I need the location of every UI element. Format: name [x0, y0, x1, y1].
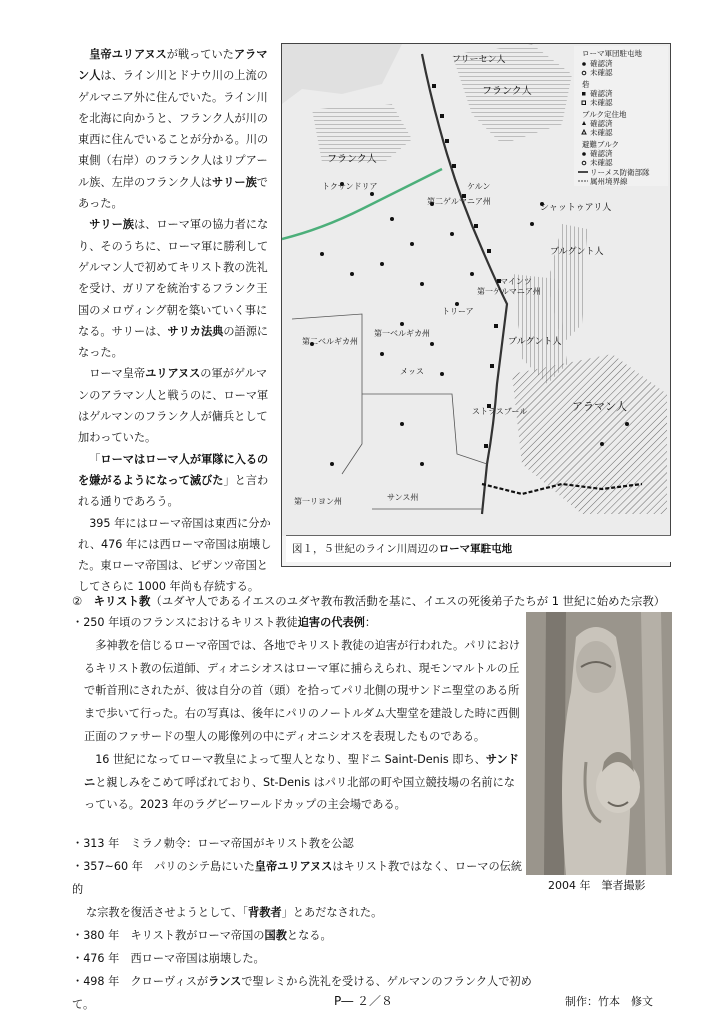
label-burgundians: ブルグント人	[550, 247, 604, 257]
svg-text:ブルク定住地: ブルク定住地	[582, 110, 627, 119]
svg-text:未確認: 未確認	[590, 68, 613, 77]
label-toxandria: トクサンドリア	[322, 182, 378, 191]
saint-denis-statue-photo	[526, 612, 672, 875]
persecution-text	[72, 612, 522, 817]
svg-text:確認済: 確認済	[590, 89, 613, 98]
label-senonia: サンス州	[387, 493, 419, 502]
svg-text:避難ブルク: 避難ブルク	[582, 140, 620, 149]
saint-denis-paragraph: 16 世紀になってローマ教皇によって聖人となり、聖ドニ Saint-Denis 即ち、サンドニと親しみをこめて呼ばれており、St-Denis はパリ北部の町や国立競技場の名前になっている。2023 年のラグビーワールドカップの主会場である。	[84, 752, 519, 812]
label-chattuarii: シャットゥアリ人	[540, 203, 612, 213]
page-number: P― ２／８	[334, 994, 394, 1008]
label-belgica2: 第二ベルギカ州	[302, 337, 358, 346]
left-column-text	[78, 44, 274, 598]
paragraph-alamanni: 皇帝ユリアヌスが戦っていたアラマン人は、ライン川とドナウ川の上流のゲルマニア外に住んでいた。ライン川を北海に向かうと、フランク人が川の東西に住んでいることが分かる。川の東側（右岸）のフランク人はリプアール族、左岸のフランク人はサリー族であった。	[78, 48, 269, 211]
timeline-item: ・476 年 西ローマ帝国は崩壊した。	[72, 952, 265, 965]
label-cologne: ケルン	[467, 182, 491, 191]
label-belgica1: 第一ベルギカ州	[374, 329, 430, 338]
label-alamanni: アラマン人	[572, 400, 627, 413]
statue-image	[526, 612, 672, 875]
svg-text:リーメス防衛部隊: リーメス防衛部隊	[590, 168, 650, 177]
svg-text:属州境界線: 属州境界線	[590, 177, 628, 186]
map-caption: 図１，５世紀のライン川周辺のローマ軍駐屯地	[286, 535, 671, 562]
svg-text:未確認: 未確認	[590, 158, 613, 167]
map-legend	[574, 46, 668, 186]
persecution-paragraph: 多神教を信じるローマ帝国では、各地でキリスト教徒の迫害が行われた。パリにおけるキリスト教の伝道師、ディオニシオスはローマ軍に捕らえられ、現モンマルトルの丘で斬首刑にされたが、彼は自分の首（頭）を拾ってパリ北側の現サンドニ聖堂のある所まで歩いて行った。右の写真は、後年にパリのノートルダム大聖堂を建設した時に西側正面のファサードの聖人の彫像列の中にディオニシオスを表現したものである。	[84, 638, 521, 743]
paragraph-empire-split: 395 年にはローマ帝国は東西に分かれ、476 年には西ローマ帝国は崩壊した。東ローマ帝国は、ビザンツ帝国としてさらに 1000 年尚も存続する。	[78, 516, 272, 594]
svg-text:確認済: 確認済	[590, 149, 613, 158]
timeline-item: な宗教を復活させようとして、「背教者」とあだなされた。	[86, 906, 383, 919]
timeline-item: ・380 年 キリスト教がローマ帝国の国教となる。	[72, 929, 332, 942]
photo-caption: 2004 年 筆者撮影	[548, 879, 646, 892]
label-franks-w: フランク人	[327, 154, 377, 165]
label-germania1: 第一ゲルマニア州	[477, 287, 541, 296]
svg-text:砦: 砦	[582, 80, 590, 89]
svg-text:確認済: 確認済	[590, 119, 613, 128]
timeline-item: ・313 年 ミラノ勅令：ローマ帝国がキリスト教を公認	[72, 837, 354, 850]
paragraph-quote: 「ローマはローマ人が軍隊に入るのを嫌がるようになって滅びた」と言われる通りであろう。	[78, 452, 269, 509]
timeline-list	[72, 832, 532, 1016]
label-burgundians-2: ブルグント人	[508, 337, 562, 347]
label-frisians: フリーセン人	[452, 55, 506, 65]
rhine-map-figure	[281, 43, 671, 567]
label-strasbourg: ストラスブール	[472, 407, 528, 416]
label-mainz: マインツ	[500, 277, 532, 286]
persecution-lead: ・250 年頃のフランスにおけるキリスト教徒迫害の代表例：	[72, 616, 377, 629]
paragraph-mercenaries: ローマ皇帝ユリアヌスの軍がゲルマンのアラマン人と戦うのに、ローマ軍はゲルマンのフランク人が傭兵として加わっていた。	[78, 367, 269, 445]
rhine-map	[282, 44, 670, 536]
label-trier: トリーア	[442, 307, 474, 316]
svg-text:未確認: 未確認	[590, 128, 613, 137]
section-heading: ② キリスト教（ユダヤ人であるイエスのユダヤ教布教活動を基に、イエスの死後弟子たちが 1 世紀に始めた宗教）	[72, 594, 666, 608]
paragraph-salii: サリー族は、ローマ軍の協力者になり、そのうちに、ローマ軍に勝利してゲルマン人で初めてキリスト教の洗礼を受け、ガリアを統治するフランク王国のメロヴィング朝を築いていく事になる。サリーは、サリカ法典の語源になった。	[78, 218, 269, 360]
svg-text:ローマ軍団駐屯地: ローマ軍団駐屯地	[582, 49, 642, 58]
timeline-item: ・357~60 年 パリのシテ島にいた皇帝ユリアヌスはキリスト教ではなく、ローマの伝統的	[72, 860, 523, 896]
svg-text:未確認: 未確認	[590, 98, 613, 107]
label-germania2: 第二ゲルマニア州	[427, 197, 491, 206]
timeline-item: ・498 年 クローヴィスがランスで聖レミから洗礼を受ける、ゲルマンのフランク人で初めて。	[72, 975, 532, 1011]
svg-text:確認済: 確認済	[590, 59, 613, 68]
label-lugdunensis: 第一リヨン州	[294, 497, 342, 506]
author-credit: 制作：竹本 修文	[565, 995, 653, 1008]
label-franks-ne: フランク人	[482, 86, 532, 97]
label-metz: メッス	[400, 367, 424, 376]
